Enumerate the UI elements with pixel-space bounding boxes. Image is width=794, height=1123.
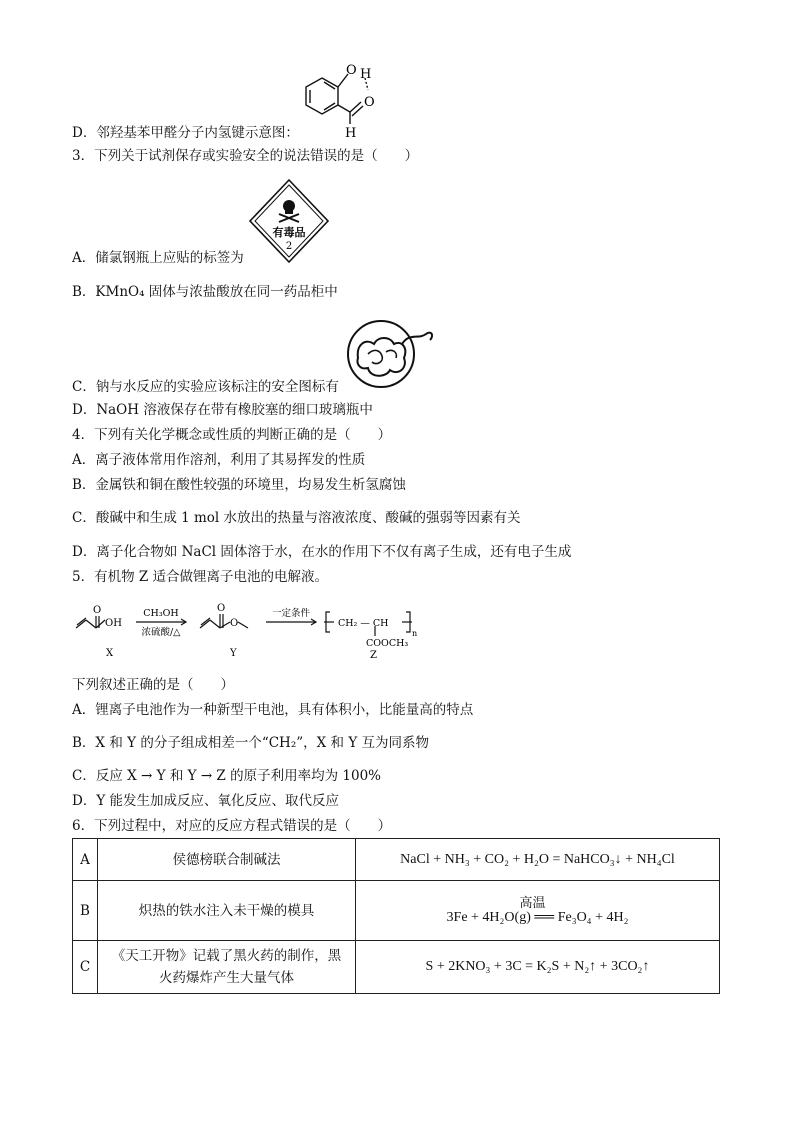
reagent-ch3oh: CH₃OH [143, 608, 179, 619]
q5-reaction-scheme [72, 598, 432, 662]
q3-option-d: D．NaOH 溶液保存在带有橡胶塞的细口玻璃瓶中 [72, 402, 373, 418]
row-description: 侯德榜联合制碱法 [98, 839, 356, 881]
table-row [73, 941, 720, 994]
q4-option-b: B．金属铁和铜在酸性较强的环境里，均易发生析氢腐蚀 [72, 477, 406, 493]
label-y: Y [230, 648, 237, 659]
reagent-h2so4: 浓硫酸/△ [141, 627, 181, 638]
y-o2: O [230, 618, 239, 629]
q3-option-a: A．储氯钢瓶上应贴的标签为 [72, 250, 244, 266]
struct-o1: O [346, 63, 357, 78]
q3-option-b: B．KMnO₄ 固体与浓盐酸放在同一药品柜中 [72, 284, 338, 300]
struct-o2: O [364, 95, 375, 110]
table-row [73, 839, 720, 881]
row-equation-condition: 高温 [519, 894, 546, 910]
q2-option-d: D．邻羟基苯甲醛分子内氢键示意图： [72, 125, 299, 141]
q6-table [72, 838, 720, 994]
salicylaldehyde-structure [300, 60, 390, 142]
polymer-backbone: CH₂ — CH [338, 618, 389, 629]
q5-option-d: D．Y 能发生加成反应、氧化反应、取代反应 [72, 793, 340, 809]
hot-surface-safety-icon [346, 318, 436, 390]
row-equation: NaCl + NH₃ + CO₂ + H₂O = NaHCO₃↓ + NH₄Cl [356, 839, 720, 881]
toxic-label-text: 有毒品 [272, 226, 306, 239]
row-description-line1: 《天工开物》记载了黑火药的制作，黑 [111, 948, 342, 964]
struct-h1: H [360, 67, 372, 82]
q4-option-c: C．酸碱中和生成 1 mol 水放出的热量与溶液浓度、酸碱的强弱等因素有关 [72, 510, 521, 526]
table-row [73, 881, 720, 941]
polymer-n: n [412, 629, 418, 638]
row-label: B [73, 881, 98, 941]
row-description: 炽热的铁水注入未干燥的模具 [98, 881, 356, 941]
row-equation: S + 2KNO₃ + 3C = K₂S + N₂↑ + 3CO₂↑ [356, 941, 720, 994]
x-oh: OH [105, 618, 122, 629]
row-description-cell [98, 941, 356, 994]
toxic-label-number: 2 [285, 241, 293, 252]
q3-stem: 3．下列关于试剂保存或实验安全的说法错误的是（ ） [72, 148, 419, 164]
row-label: A [73, 839, 98, 881]
label-z: Z [370, 650, 377, 661]
reagent-condition: 一定条件 [271, 608, 311, 619]
struct-h2: H [345, 126, 357, 141]
polymer-ester: COOCH₃ [366, 638, 409, 649]
q3-option-c: C．钠与水反应的实验应该标注的安全图标有 [72, 379, 339, 395]
q6-stem: 6．下列过程中，对应的反应方程式错误的是（ ） [72, 818, 392, 834]
q4-option-a: A．离子液体常用作溶剂，利用了其易挥发的性质 [72, 452, 366, 468]
q5-option-c: C．反应 X → Y 和 Y → Z 的原子利用率均为 100% [72, 768, 381, 784]
q5-stem: 5．有机物 Z 适合做锂离子电池的电解液。 [72, 569, 329, 585]
label-x: X [106, 648, 114, 659]
toxic-label-icon [248, 178, 330, 264]
q4-stem: 4．下列有关化学概念或性质的判断正确的是（ ） [72, 427, 392, 443]
q4-option-d: D．离子化合物如 NaCl 固体溶于水，在水的作用下不仅有离子生成，还有电子生成 [72, 544, 572, 560]
row-equation: 3Fe + 4H₂O(g) ══ Fe₃O₄ + 4H₂ [446, 909, 629, 925]
y-o1: O [217, 603, 226, 614]
row-label: C [73, 941, 98, 994]
row-equation-cell [356, 881, 720, 941]
q5-ask: 下列叙述正确的是（ ） [72, 677, 234, 693]
q5-option-b: B．X 和 Y 的分子组成相差一个“CH₂”，X 和 Y 互为同系物 [72, 735, 430, 751]
row-description-line2: 火药爆炸产生大量气体 [159, 970, 294, 986]
x-o: O [93, 605, 102, 616]
q5-option-a: A．锂离子电池作为一种新型干电池，具有体积小，比能量高的特点 [72, 702, 474, 718]
